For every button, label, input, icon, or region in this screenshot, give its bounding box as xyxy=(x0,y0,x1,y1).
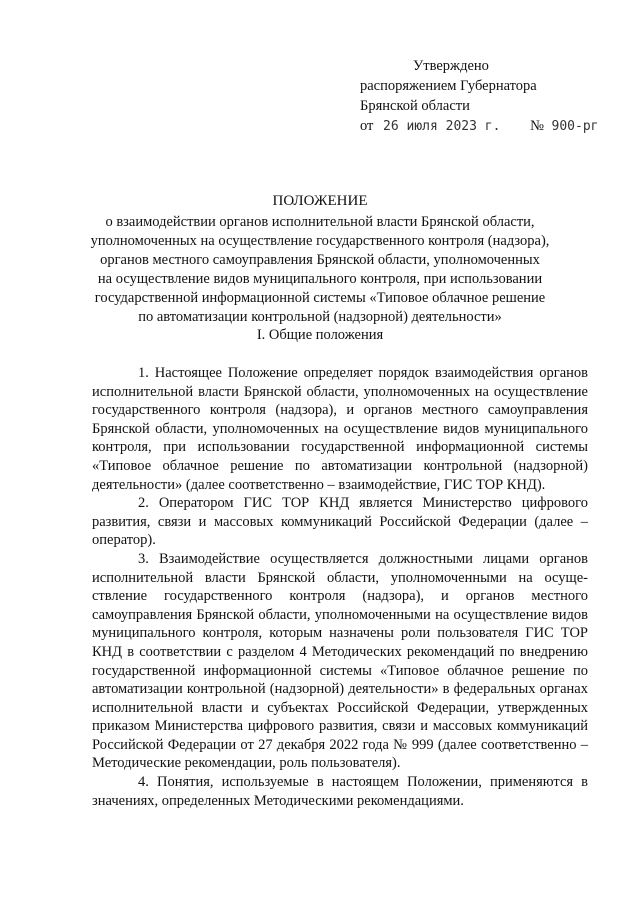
approval-date-line xyxy=(360,116,620,137)
document-title: ПОЛОЖЕНИЕ xyxy=(272,193,368,209)
title-line: по автоматизации контрольной (надзорной) деятельности» xyxy=(138,309,502,325)
approval-stamp xyxy=(360,56,620,137)
title-line: органов местного самоуправления Брянской области, уполномоченных xyxy=(100,252,540,268)
paragraph: 3. Взаимодействие осуществляется должностными лицами органов исполнительной власти Брянской области, уполномоченными на осуществление государственного контроля (надзора), и органов местного самоуправления Брянской области, уполномоченными на осуществление видов муниципального контроля, которым назначены роли пользователя ГИС ТОР КНД в соответствии с разделом 4 Методических рекомендаций по внедрению государственной информационной системы «Типовое облачное решение по автоматизации контрольной (надзорной) деятельности» в федеральных органах исполнительной власти и субъектах Российской Федерации, утвержденных приказом Министерства цифрового развития, связи и массовых коммуникаций Российской Федерации от 27 декабря 2022 года № 999 (далее соответственно – Методические рекомендации, роль пользователя). xyxy=(92,550,588,772)
approval-word: Утверждено xyxy=(413,58,489,74)
paragraph: 2. Оператором ГИС ТОР КНД является Министерство цифрового развития, связи и массовых коммуникаций Российской Федерации (далее – оператор). xyxy=(92,495,588,549)
section-heading: I. Общие положения xyxy=(256,327,384,343)
approval-authority: распоряжением Губернатора xyxy=(360,78,537,94)
number-prefix: № xyxy=(530,118,544,134)
title-line: на осуществление видов муниципального контроля, при использовании xyxy=(97,271,543,287)
document-title-block xyxy=(70,192,570,327)
title-line: государственной информационной системы «Типовое облачное решение xyxy=(94,290,546,306)
paragraph: 1. Настоящее Положение определяет порядок взаимодействия органов исполнительной власти Брянской области, уполномоченных на осуществление государственного контроля (надзора), и органов местного самоуправления Брянской области, уполномоченных на осуществление видов муниципального контроля, при использовании государственной информационной системы «Типовое облачное решение по автоматизации контрольной (надзорной) деятельности» (далее соответственно – взаимодействие, ГИС ТОР КНД). xyxy=(92,365,588,493)
paragraph: 4. Понятия, используемые в настоящем Положении, применяются в значениях, определенных Методическими рекомендациями. xyxy=(92,774,588,809)
approval-date: 26 июля 2023 г. xyxy=(383,119,501,134)
document-body xyxy=(92,364,588,810)
approval-number: 900-рг xyxy=(551,119,599,134)
date-prefix: от xyxy=(360,118,374,134)
title-line: уполномоченных на осуществление государственного контроля (надзора), xyxy=(90,233,550,249)
approval-region: Брянской области xyxy=(360,98,470,114)
title-line: о взаимодействии органов исполнительной власти Брянской области, xyxy=(105,214,535,230)
